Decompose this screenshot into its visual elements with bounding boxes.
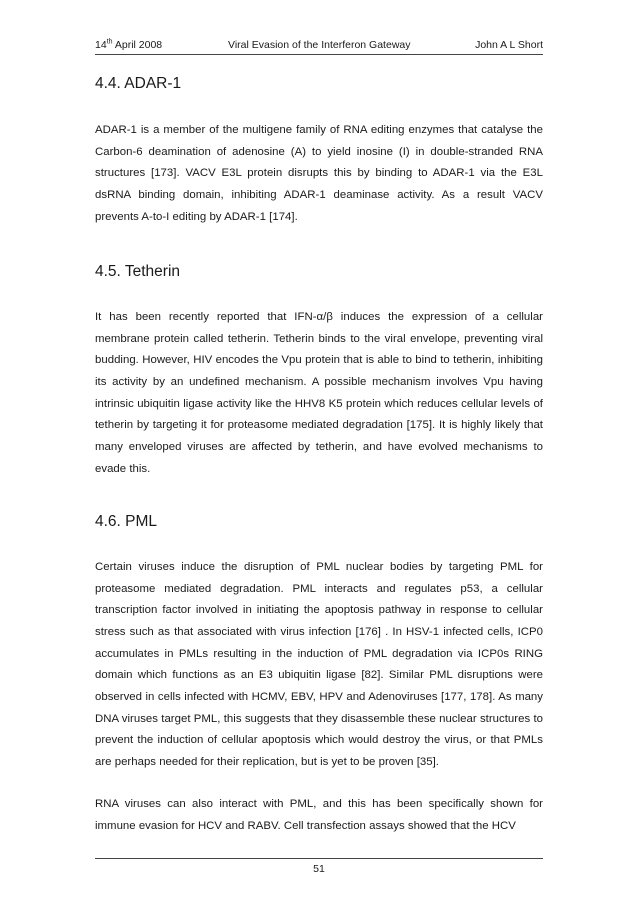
header-date-rest: April 2008 (112, 39, 163, 51)
section-paragraph-pml-2: RNA viruses can also interact with PML, and this has been specifically shown for immune evasion for HCV and RABV. Cell transfection assays showed that the HCV (95, 798, 543, 832)
header-date (95, 38, 162, 52)
section-heading-tetherin: 4.5. Tetherin (95, 263, 181, 280)
section-heading-pml: 4.6. PML (95, 513, 158, 530)
page-header (95, 38, 543, 55)
section-paragraph-pml-1: Certain viruses induce the disruption of PML nuclear bodies by targeting PML for proteasome mediated degradation. PML interacts and regulates p53, a cellular transcription factor involved in initiating the apoptosis pathway in response to cellular stress such as that associated with virus infection [176] . In HSV-1 infected cells, ICP0 accumulates in PMLs resulting in the induction of PML degradation via ICP0s RING domain which functions as an E3 ubiquitin ligase [82]. Similar PML disruptions were observed in cells infected with HCMV, EBV, HPV and Adenoviruses [177, 178]. As many DNA viruses target PML, this suggests that they disassemble these nuclear structures to prevent the induction of cellular apoptosis which would destroy the virus, or that PMLs are perhaps needed for their replication, but is yet to be proven [35]. (95, 561, 543, 768)
page-number: 51 (313, 863, 325, 875)
header-date-suffix: th (106, 38, 113, 46)
section-heading-adar1: 4.4. ADAR-1 (95, 75, 182, 92)
section-paragraph-adar1: ADAR-1 is a member of the multigene family of RNA editing enzymes that catalyse the Carbon-6 deamination of adenosine (A) to yield inosine (I) in double-stranded RNA structures [173]. VACV E3L protein disrupts this by binding to ADAR-1 via the E3L dsRNA binding domain, inhibiting ADAR-1 deaminase activity. As a result VACV prevents A-to-I editing by ADAR-1 [174]. (95, 124, 543, 223)
header-title: Viral Evasion of the Interferon Gateway (228, 39, 411, 51)
footer-divider (95, 858, 543, 859)
section-paragraph-tetherin: It has been recently reported that IFN-α/β induces the expression of a cellular membrane protein called tetherin. Tetherin binds to the viral envelope, preventing viral budding. However, HIV encodes the Vpu protein that is able to bind to tetherin, inhibiting its activity by an undefined mechanism. A possible mechanism involves Vpu having intrinsic ubiquitin ligase activity like the HHV8 K5 protein which reduces cellular levels of tetherin by targeting it for proteasome mediated degradation [175]. It is highly likely that many enveloped viruses are affected by tetherin, and have evolved mechanisms to evade this. (95, 311, 543, 475)
header-date-day: 14 (95, 39, 107, 51)
header-author: John A L Short (475, 39, 543, 51)
